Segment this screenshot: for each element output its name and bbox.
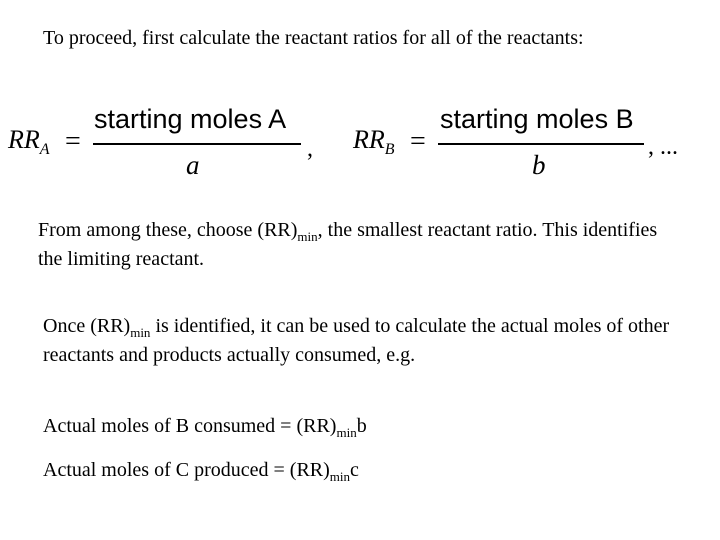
- trailing-ellipsis: , ...: [648, 134, 678, 160]
- comma-a: ,: [307, 136, 313, 162]
- para3-post: is identified, it can be used to calculate the actual moles of other reactants and products actually consumed, e.g.: [43, 315, 670, 366]
- equals-sign-b: =: [410, 126, 426, 157]
- example-c-produced: [43, 456, 683, 485]
- rr-a-label: [8, 125, 50, 158]
- fraction-bar-a: [93, 143, 301, 145]
- usage-paragraph: [43, 312, 673, 370]
- line2-post: c: [350, 459, 359, 481]
- para3-subscript: min: [130, 325, 151, 340]
- para2-pre: From among these, choose (RR): [38, 219, 298, 241]
- rr-b-subscript: B: [384, 141, 395, 158]
- line1-pre: Actual moles of B consumed = (RR): [43, 415, 337, 437]
- line2-pre: Actual moles of C produced = (RR): [43, 459, 330, 481]
- line1-subscript: min: [336, 425, 357, 440]
- para2-post: , the smallest reactant ratio. This identifies the limiting reactant.: [38, 219, 658, 270]
- equals-sign-a: =: [65, 126, 81, 157]
- numerator-b: starting moles B: [440, 104, 634, 134]
- rr-b-main: RR: [353, 125, 385, 154]
- line2-subscript: min: [329, 469, 351, 484]
- para2-subscript: min: [297, 229, 318, 244]
- line1-post: b: [356, 415, 367, 437]
- denominator-a: a: [186, 150, 200, 180]
- rr-a-main: RR: [8, 125, 40, 154]
- intro-text: To proceed, first calculate the reactant ratios for all of the reactants:: [43, 27, 584, 49]
- example-b-consumed: [43, 412, 683, 441]
- para3-pre: Once (RR): [43, 315, 131, 337]
- rr-a-subscript: A: [39, 141, 50, 158]
- limiting-reactant-paragraph: [38, 216, 678, 274]
- denominator-b: b: [532, 150, 546, 180]
- fraction-bar-b: [438, 143, 644, 145]
- rr-b-label: [353, 125, 395, 158]
- numerator-a: starting moles A: [94, 104, 287, 134]
